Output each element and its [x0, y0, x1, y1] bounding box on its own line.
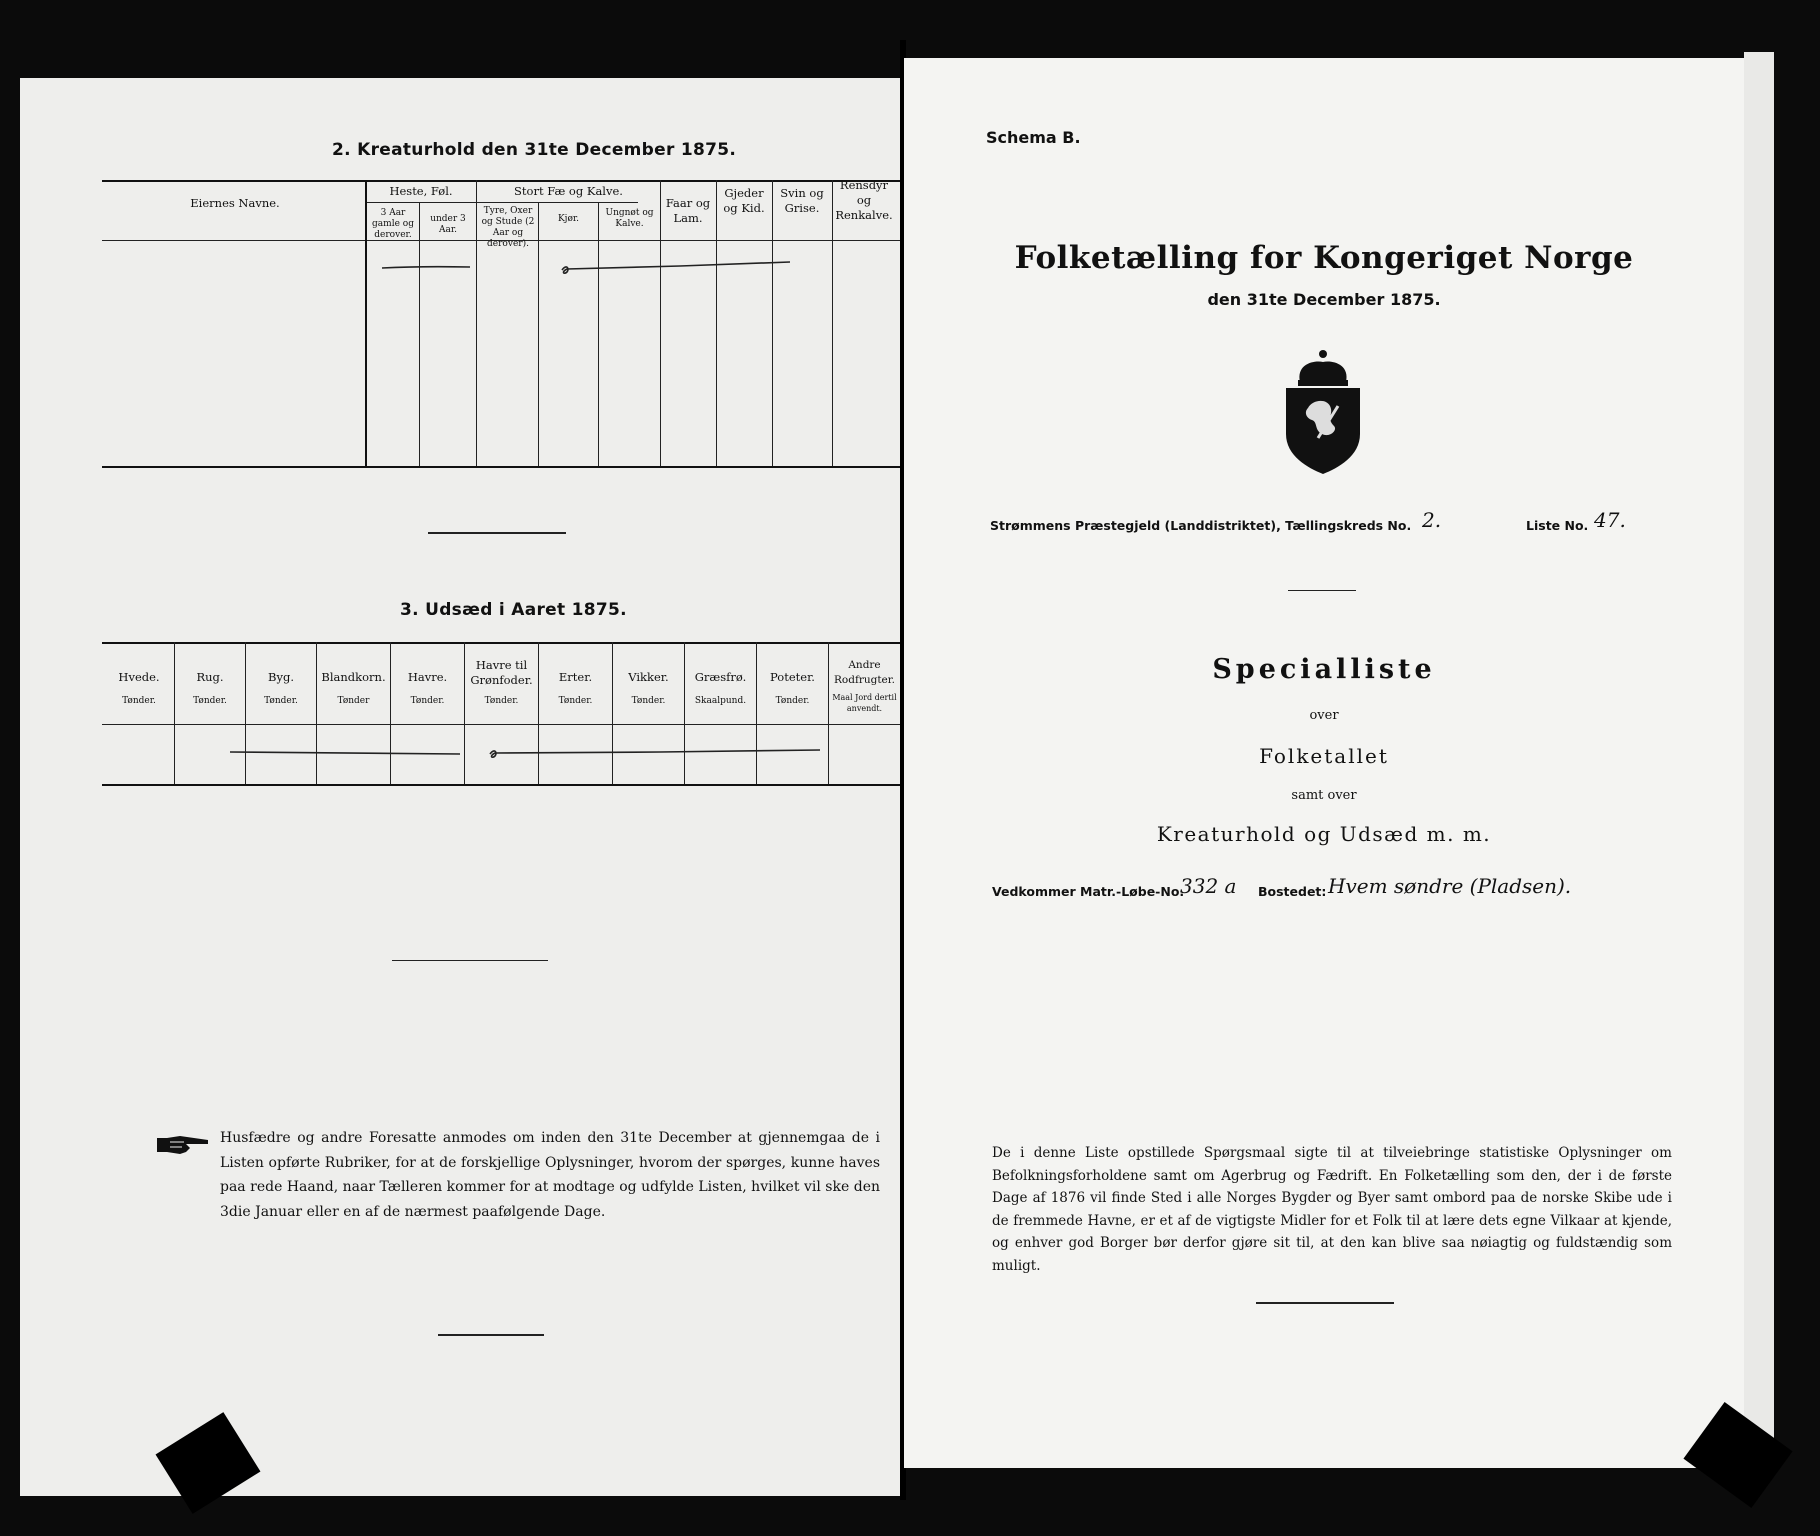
kreaturhold-heading: Kreaturhold og Udsæd m. m. [1156, 822, 1492, 846]
owner-names-header: Eiernes Navne. [190, 196, 280, 210]
col-hvede: Hvede. [118, 670, 160, 684]
table3-vline [174, 642, 175, 784]
left-page [20, 78, 900, 1496]
col-blandkorn: Blandkorn. [321, 670, 386, 684]
matr-number: 332 a [1180, 874, 1237, 898]
household-notice: Husfædre og andre Foresatte anmodes om inden den 31te December at gjennemgaa de i Listen opførte Rubriker, for at de forskjellige Oplysninger, hvorom der spørges, kunne haves paa rede Haand, naar Tælleren kommer for at modtage og udfylde Listen, hvilket vil ske den 3die Januar eller en af de nærmest paafølgende Dage. [220, 1130, 880, 1220]
col-rug-unit: Tønder. [193, 696, 227, 706]
table2-vline [538, 202, 539, 466]
col-blandkorn-unit: Tønder [337, 696, 370, 706]
separator-1 [428, 532, 566, 534]
table3-header-rule [102, 724, 900, 725]
samt-over-text: samt over [1291, 788, 1357, 803]
col-erter: Erter. [558, 670, 593, 684]
col-graesfro-unit: Skaalpund. [694, 696, 747, 706]
svin-header: Svin og Grise. [780, 186, 824, 215]
table2-vline [660, 180, 661, 466]
parish-label: Strømmens Præstegjeld (Landdistriktet), Tællingskreds No. [990, 518, 1412, 533]
col-havre-gronfoder: Havre til Grønfoder. [470, 658, 533, 687]
page-edges [1744, 52, 1774, 1472]
main-title: Folketælling for Kongeriget Norge [1014, 240, 1634, 276]
coat-of-arms-icon [1278, 348, 1368, 476]
pointing-hand-icon [156, 1132, 212, 1158]
schema-label: Schema B. [986, 128, 1081, 147]
table2-handwritten-strokes [380, 248, 800, 288]
separator-r1 [1288, 590, 1356, 591]
table3-bottom-rule [102, 784, 900, 786]
col-vikker-unit: Tønder. [631, 696, 666, 706]
folketallet-heading: Folketallet [1259, 744, 1389, 768]
col-havre: Havre. [407, 670, 448, 684]
col-rug: Rug. [196, 670, 224, 684]
col-andre-rodfrugter-unit: Maal Jord dertil anvendt. [832, 693, 897, 713]
table3-top-rule [102, 642, 900, 644]
col-byg-unit: Tønder. [264, 696, 298, 706]
col-poteter: Poteter. [770, 670, 815, 684]
col-andre-rodfrugter: Andre Rodfrugter. [834, 659, 895, 686]
heste-header: Heste, Føl. [389, 184, 453, 198]
heste-sub-under3: under 3 Aar. [430, 214, 466, 235]
bosted-label: Bostedet: [1258, 884, 1327, 899]
title-date: den 31te December 1875. [1207, 290, 1441, 309]
specialliste-heading: Specialliste [1212, 654, 1436, 685]
over-text-1: over [1309, 708, 1339, 723]
col-byg: Byg. [268, 670, 294, 684]
information-paragraph: De i denne Liste opstillede Spørgsmaal sigte til at tilveiebringe statistiske Oplysninger om Befolkningsforholdene samt om Agerbrug og Fædrift. En Folketælling som den, der i de første Dage af 1876 vil finde Sted i alle Norges Bygder og Byer samt ombord paa de norske Skibe ude i de fremmede Havne, er et af de vigtigste Midler for et Folk til at lære dets egne Vilkaar at kjende, og enhver god Borger bør derfor gjøre sit til, at den kan blive saa nøiagtig og fuldstændig som muligt. [992, 1145, 1672, 1274]
faar-header: Faar og Lam. [665, 196, 711, 225]
col-havre-unit: Tønder. [410, 696, 445, 706]
section-2-title: 2. Kreaturhold den 31te December 1875. [332, 140, 737, 160]
stortfae-sub-tyre: Tyre, Oxer og Stude (2 Aar og derover). [481, 206, 535, 249]
stortfae-sub-kjor: Kjør. [557, 214, 580, 224]
bosted-value: Hvem søndre (Pladsen). [1328, 874, 1572, 898]
matr-label: Vedkommer Matr.-Løbe-No. [992, 884, 1185, 899]
table2-top-rule [102, 180, 900, 182]
table2-vline [476, 180, 477, 466]
table2-vline [772, 180, 773, 466]
gjeder-header: Gjeder og Kid. [723, 186, 765, 215]
stortfae-header: Stort Fæ og Kalve. [514, 184, 623, 198]
right-page [904, 58, 1744, 1468]
table2-bottom-rule [102, 466, 900, 468]
rensdyr-header: Rensdyr og Renkalve. [835, 178, 893, 222]
separator-2 [392, 960, 548, 961]
stortfae-sub-ungnot: Ungnøt og Kalve. [605, 208, 654, 229]
table2-vline [598, 202, 599, 466]
table2-vline [419, 202, 420, 466]
kreds-number: 2. [1422, 508, 1442, 532]
liste-number: 47. [1594, 508, 1626, 532]
col-hvede-unit: Tønder. [122, 696, 156, 706]
col-vikker: Vikker. [628, 670, 669, 684]
col-erter-unit: Tønder. [558, 696, 593, 706]
separator-3 [438, 1334, 544, 1336]
heste-sub-3aar: 3 Aar gamle og derover. [372, 208, 414, 240]
liste-label: Liste No. [1526, 518, 1589, 533]
col-poteter-unit: Tønder. [775, 696, 810, 706]
table2-vline [716, 180, 717, 466]
table3-handwritten-strokes [220, 738, 860, 768]
col-havre-gronfoder-unit: Tønder. [484, 696, 519, 706]
separator-r2 [1256, 1302, 1394, 1304]
section-3-title: 3. Udsæd i Aaret 1875. [400, 600, 627, 620]
col-graesfro: Græsfrø. [694, 670, 747, 684]
